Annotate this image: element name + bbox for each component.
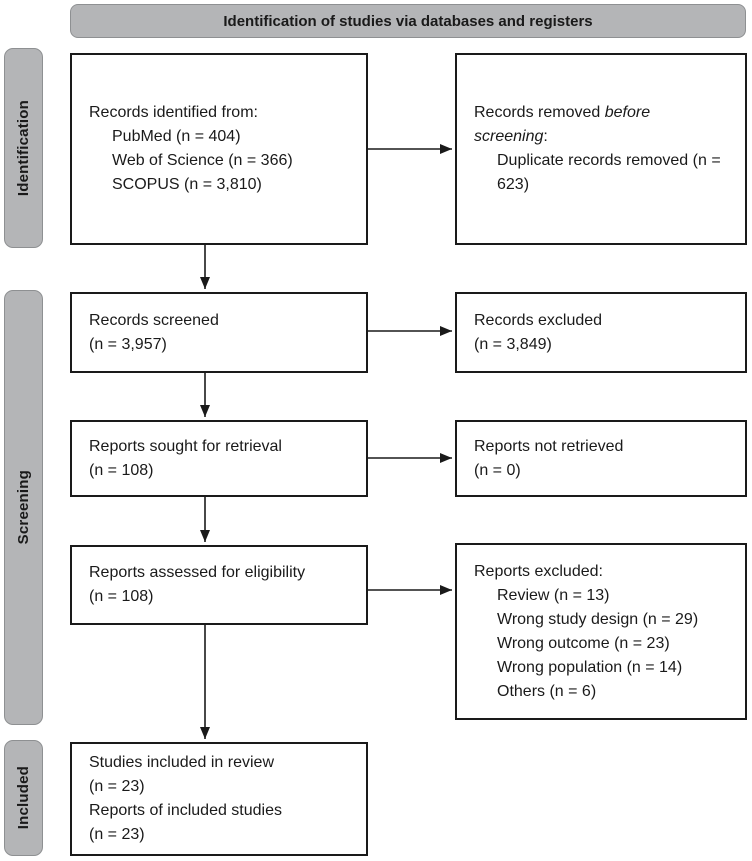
box-title: Reports excluded: <box>474 562 603 580</box>
list-item: Others (n = 6) <box>497 682 597 700</box>
box-count: (n = 3,849) <box>474 335 552 353</box>
box-studies-included <box>70 742 368 856</box>
box-count: (n = 23) <box>89 778 145 795</box>
box-title: Records identified from: <box>89 104 258 121</box>
stage-label-included: Included <box>15 766 32 830</box>
box-line: Reports of included studies <box>89 802 282 819</box>
box-line: Records excluded <box>474 311 603 329</box>
diagram-title: Identification of studies via databases and registers <box>223 12 593 30</box>
list-item: Wrong outcome (n = 23) <box>497 634 670 652</box>
box-line: Studies included in review <box>89 754 274 771</box>
box-records-excluded <box>455 292 747 373</box>
list-item: SCOPUS (n = 3,810) <box>112 176 262 193</box>
stage-tab-identification <box>4 48 43 248</box>
box-line: Reports not retrieved <box>474 437 624 455</box>
box-records-removed <box>455 53 747 245</box>
list-item: PubMed (n = 404) <box>112 128 241 145</box>
list-item: Duplicate records removed (n = 623) <box>497 152 721 193</box>
list-item: Wrong population (n = 14) <box>497 658 683 676</box>
italic-text: screening <box>474 128 544 145</box>
box-reports-excluded <box>455 543 747 720</box>
diagram-header <box>70 4 746 38</box>
stage-label-identification: Identification <box>15 99 32 197</box>
box-count: (n = 23) <box>89 826 145 843</box>
box-count: (n = 108) <box>89 588 154 605</box>
box-count: (n = 3,957) <box>89 335 167 353</box>
box-count: (n = 0) <box>474 461 521 479</box>
box-title: Records removed before <box>474 104 651 121</box>
box-count: (n = 108) <box>89 461 154 479</box>
box-reports-assessed <box>70 545 368 625</box>
box-line: Reports sought for retrieval <box>89 437 282 455</box>
box-records-screened <box>70 292 368 373</box>
box-title-line2: screening: <box>474 128 548 145</box>
stage-tab-included <box>4 740 43 856</box>
list-item: Wrong study design (n = 29) <box>497 610 699 628</box>
box-line: Reports assessed for eligibility <box>89 564 306 581</box>
box-reports-sought <box>70 420 368 497</box>
box-line: Records screened <box>89 311 219 329</box>
list-item: Web of Science (n = 366) <box>112 152 293 169</box>
box-reports-not-retrieved <box>455 420 747 497</box>
list-item: Review (n = 13) <box>497 586 610 604</box>
box-records-identified <box>70 53 368 245</box>
stage-label-screening: Screening <box>15 470 32 545</box>
italic-text: before <box>604 104 651 121</box>
stage-tab-screening <box>4 290 43 725</box>
